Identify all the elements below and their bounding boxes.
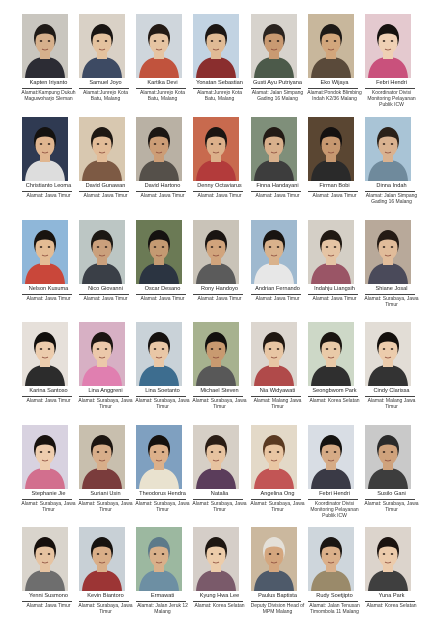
victim-name: Kevin Biantoro [87, 593, 124, 599]
victim-photo [136, 14, 182, 78]
portrait-photo [22, 527, 68, 591]
victim-card [77, 117, 134, 221]
name-divider [136, 601, 186, 602]
portrait-photo [365, 322, 411, 386]
portrait-photo [251, 527, 297, 591]
name-divider [79, 88, 129, 89]
victim-photo [136, 220, 182, 284]
victim-address: Alamat: Surabaya, Jawa Timur [21, 501, 76, 513]
victim-card [249, 425, 306, 529]
victim-photo [251, 117, 297, 181]
victim-card [77, 527, 134, 631]
portrait-photo [193, 220, 239, 284]
victim-photo [308, 14, 354, 78]
name-divider [308, 191, 358, 192]
name-divider [136, 294, 186, 295]
victim-photo [308, 220, 354, 284]
victim-photo [136, 527, 182, 591]
portrait-photo [193, 425, 239, 489]
victim-card [306, 14, 363, 118]
victim-address: Alamat: Jalan Jeruk 12 Malang [137, 603, 188, 615]
victim-photo [365, 14, 411, 78]
portrait-photo [22, 322, 68, 386]
victim-photo [79, 117, 125, 181]
victim-photo [136, 322, 182, 386]
victim-card [20, 117, 77, 221]
victim-card [20, 527, 77, 631]
name-divider [193, 191, 243, 192]
victim-card [363, 117, 420, 221]
victim-card [363, 220, 420, 324]
victim-address: Alamat: Jawa Timur [83, 296, 128, 302]
portrait-photo [251, 14, 297, 78]
victim-name: Samuel Joyo [89, 80, 122, 86]
victim-photo [22, 14, 68, 78]
name-divider [136, 499, 186, 500]
victim-address: Alamat: Malang Jawa Timur [253, 398, 302, 410]
victim-card [306, 527, 363, 631]
victim-photo [22, 117, 68, 181]
victim-photo [79, 425, 125, 489]
victim-photo [365, 220, 411, 284]
portrait-photo [308, 425, 354, 489]
victim-address: Alamat: Korea Selatan [194, 603, 245, 609]
victim-name: Kapten Iriyanto [29, 80, 68, 86]
victim-photo [365, 527, 411, 591]
victim-address: Alamat: Jawa Timur [26, 296, 71, 302]
name-divider [308, 396, 358, 397]
portrait-photo [251, 117, 297, 181]
portrait-photo [251, 425, 297, 489]
victim-photo [251, 527, 297, 591]
victim-name: Febri Hendri [319, 491, 350, 497]
victim-name: Shiane Josal [375, 286, 408, 292]
name-divider [22, 601, 72, 602]
victim-card [20, 425, 77, 529]
portrait-photo [136, 117, 182, 181]
victim-photo [193, 117, 239, 181]
victim-name: David Hartono [144, 183, 181, 189]
portrait-photo [79, 220, 125, 284]
victim-address: Alamat: Surabaya, Jawa Timur [192, 398, 247, 410]
victim-name: Suriani Usin [90, 491, 121, 497]
victim-address: Alamat:Junrejo Kota Batu, Malang [82, 90, 129, 102]
victim-card [363, 425, 420, 529]
victim-photo [251, 322, 297, 386]
portrait-photo [193, 527, 239, 591]
name-divider [365, 396, 415, 397]
name-divider [251, 294, 301, 295]
victim-name: Karina Santoso [29, 388, 68, 394]
name-divider [251, 396, 301, 397]
name-divider [365, 499, 415, 500]
portrait-photo [136, 322, 182, 386]
victim-card [191, 322, 248, 426]
name-divider [365, 601, 415, 602]
victim-card [77, 322, 134, 426]
name-divider [79, 294, 129, 295]
victim-address: Alamat: Jawa Timur [255, 193, 300, 199]
victim-card [363, 322, 420, 426]
victim-name: Indahju Liangsih [314, 286, 355, 292]
name-divider [251, 88, 301, 89]
victim-card [134, 14, 191, 118]
victim-name: Eko Wijaya [320, 80, 349, 86]
victim-photo [79, 527, 125, 591]
victim-name: Stephanie Jie [31, 491, 66, 497]
victim-address: Koordinator Divisi Monitoring Pelayanan Publik ICW [367, 90, 416, 108]
name-divider [22, 294, 72, 295]
portrait-photo [365, 425, 411, 489]
victim-address: Alamat:Pondok Blimbing Indah K2/36 Malang [307, 90, 362, 102]
victim-name: Yuna Park [378, 593, 405, 599]
name-divider [365, 294, 415, 295]
name-divider [193, 499, 243, 500]
portrait-photo [22, 14, 68, 78]
victim-card [134, 117, 191, 221]
victim-name: Gusti Ayu Putriyana [252, 80, 303, 86]
victim-address: Alamat: Jawa Timur [312, 296, 357, 302]
portrait-photo [79, 322, 125, 386]
victim-photo [365, 322, 411, 386]
portrait-photo [365, 117, 411, 181]
victim-photo [136, 425, 182, 489]
victim-address: Alamat: Surabaya, Jawa Timur [135, 501, 190, 513]
name-divider [193, 88, 243, 89]
victim-address: Alamat: Korea Selatan [309, 398, 360, 404]
victim-card [191, 527, 248, 631]
name-divider [22, 396, 72, 397]
victim-name: Michael Steven [200, 388, 239, 394]
portrait-photo [193, 117, 239, 181]
victim-name: David Gunawan [85, 183, 126, 189]
victim-name: Kartika Devi [147, 80, 178, 86]
name-divider [308, 294, 358, 295]
name-divider [22, 499, 72, 500]
victim-photo [365, 117, 411, 181]
portrait-photo [251, 220, 297, 284]
victim-photo [251, 425, 297, 489]
name-divider [251, 191, 301, 192]
victim-name: Finna Handayani [256, 183, 299, 189]
victim-card [249, 220, 306, 324]
portrait-photo [193, 14, 239, 78]
name-divider [308, 88, 358, 89]
portrait-photo [79, 527, 125, 591]
victim-name: Nelson Kusuma [28, 286, 69, 292]
victim-photo [193, 425, 239, 489]
portrait-photo [79, 425, 125, 489]
portrait-photo [22, 117, 68, 181]
victim-address: Koordinator Divisi Monitoring Pelayanan Publik ICW [310, 501, 359, 519]
victim-name: Rudy Soetjipto [316, 593, 353, 599]
victim-photo [79, 14, 125, 78]
victim-address: Alamat: Korea Selatan [366, 603, 417, 609]
victim-address: Alamat:Junrejo Kota Batu, Malang [196, 90, 243, 102]
victim-name: Christianto Leoma [25, 183, 72, 189]
victim-card [77, 220, 134, 324]
victim-address: Alamat: Jalan Tenusan Timombola 11 Malang [309, 603, 360, 615]
portrait-photo [79, 14, 125, 78]
name-divider [79, 601, 129, 602]
victim-card [363, 527, 420, 631]
victim-address: Alamat:Kampung Dukuh Maguwoharjo Sleman [21, 90, 76, 102]
victim-address: Alamat: Jawa Timur [26, 193, 71, 199]
victim-address: Alamat: Surabaya, Jawa Timur [364, 296, 419, 308]
victim-name: Paulus Baptista [258, 593, 297, 599]
name-divider [193, 601, 243, 602]
name-divider [136, 191, 186, 192]
name-divider [79, 191, 129, 192]
name-divider [79, 396, 129, 397]
victim-card [191, 117, 248, 221]
name-divider [193, 396, 243, 397]
portrait-photo [79, 117, 125, 181]
victim-name: Nia Widyawati [259, 388, 296, 394]
portrait-photo [136, 220, 182, 284]
victim-name: Rony Handoyo [200, 286, 238, 292]
victim-photo [193, 220, 239, 284]
victim-card [249, 117, 306, 221]
victim-card [306, 220, 363, 324]
victim-photo [22, 322, 68, 386]
victim-address: Alamat: Jawa Timur [26, 603, 71, 609]
victim-address: Alamat: Surabaya, Jawa Timur [250, 501, 305, 513]
victim-card [306, 322, 363, 426]
victim-name: Yonatan Sebastian [196, 80, 243, 86]
victim-photo [79, 220, 125, 284]
name-divider [22, 88, 72, 89]
portrait-photo [308, 220, 354, 284]
portrait-photo [308, 117, 354, 181]
victim-name: Susilo Gani [377, 491, 406, 497]
victim-card [77, 425, 134, 529]
victim-card [249, 14, 306, 118]
victim-name: Andrian Fernando [255, 286, 300, 292]
portrait-photo [251, 322, 297, 386]
victim-card [134, 527, 191, 631]
name-divider [251, 601, 301, 602]
portrait-photo [22, 220, 68, 284]
victim-address: Alamat: Jawa Timur [197, 296, 242, 302]
victim-name: Febri Hendri [376, 80, 407, 86]
victim-address: Alamat: Surabaya, Jawa Timur [135, 398, 190, 410]
victim-name: Oscar Desano [144, 286, 181, 292]
name-divider [365, 191, 415, 192]
portrait-photo [22, 425, 68, 489]
portrait-photo [308, 14, 354, 78]
name-divider [251, 499, 301, 500]
victim-name: Denny Octaviarus [197, 183, 242, 189]
victim-name: Dinna Indah [376, 183, 407, 189]
victim-address: Alamat: Surabaya, Jawa Timur [78, 398, 133, 410]
portrait-photo [136, 14, 182, 78]
victim-address: Alamat: Jawa Timur [140, 193, 185, 199]
victim-photo [193, 527, 239, 591]
victim-name: Cindy Clarissa [373, 388, 410, 394]
victim-card [134, 425, 191, 529]
portrait-photo [308, 322, 354, 386]
victim-photo [365, 425, 411, 489]
victim-address: Alamat: Surabaya, Jawa Timur [78, 501, 133, 513]
name-divider [308, 499, 358, 500]
victim-card [134, 322, 191, 426]
portrait-photo [193, 322, 239, 386]
victim-card [77, 14, 134, 118]
victim-photo [308, 425, 354, 489]
victim-name: Firman Bobi [319, 183, 350, 189]
victim-photo [193, 14, 239, 78]
victim-card [249, 527, 306, 631]
portrait-photo [136, 527, 182, 591]
victim-address: Alamat: Surabaya, Jawa Timur [364, 501, 419, 513]
victim-name: Natalia [210, 491, 229, 497]
victim-photo [136, 117, 182, 181]
victim-name: Lina Anggreni [88, 388, 123, 394]
victim-photo [251, 220, 297, 284]
victim-photo [22, 220, 68, 284]
victim-name: Ermawati [150, 593, 175, 599]
victim-card [191, 425, 248, 529]
name-divider [365, 88, 415, 89]
victim-name: Kyung Hwa Lee [199, 593, 240, 599]
name-divider [193, 294, 243, 295]
portrait-photo [308, 527, 354, 591]
victim-address: Alamat: Jawa Timur [197, 193, 242, 199]
victim-address: Alamat: Jalan Simpang Gading 16 Malang [251, 90, 304, 102]
victim-address: Deputy Division Head of MPM Malang [250, 603, 305, 615]
victim-address: Alamat: Malang Jawa Timur [367, 398, 416, 410]
portrait-photo [365, 220, 411, 284]
victim-card [306, 425, 363, 529]
victim-card [191, 14, 248, 118]
victim-card [306, 117, 363, 221]
victim-photo [22, 527, 68, 591]
portrait-photo [365, 527, 411, 591]
victim-address: Alamat:Junrejo Kota Batu, Malang [139, 90, 186, 102]
name-divider [22, 191, 72, 192]
victim-photo [251, 14, 297, 78]
victim-card [20, 220, 77, 324]
victim-photo [308, 322, 354, 386]
victim-name: Yenni Susmono [29, 593, 68, 599]
victim-address: Alamat: Jawa Timur [83, 193, 128, 199]
victim-photo [79, 322, 125, 386]
victim-address: Alamat: Jawa Timur [26, 398, 71, 404]
name-divider [136, 88, 186, 89]
victim-name: Theodorus Hendra [139, 491, 186, 497]
victim-name: Nico Giovanni [88, 286, 123, 292]
victim-photo [193, 322, 239, 386]
portrait-photo [365, 14, 411, 78]
victim-card [134, 220, 191, 324]
victim-card [20, 322, 77, 426]
victim-name: Angelina Ong [260, 491, 295, 497]
victim-address: Alamat: Jawa Timur [255, 296, 300, 302]
victim-card [20, 14, 77, 118]
name-divider [79, 499, 129, 500]
victim-card [191, 220, 248, 324]
name-divider [136, 396, 186, 397]
victim-card [249, 322, 306, 426]
victim-card [363, 14, 420, 118]
portrait-photo [136, 425, 182, 489]
victim-photo [22, 425, 68, 489]
victim-photo [308, 527, 354, 591]
victim-address: Alamat: Jawa Timur [140, 296, 185, 302]
victim-address: Alamat: Surabaya, Jawa Timur [78, 603, 133, 615]
victim-address: Alamat: Jawa Timur [312, 193, 357, 199]
victim-address: Alamat: Jalan Simpang Gading 16 Malang [365, 193, 418, 205]
victim-name: Seongbwom Park [312, 388, 357, 394]
name-divider [308, 601, 358, 602]
victim-name: Lina Soetanto [145, 388, 180, 394]
victim-photo [308, 117, 354, 181]
victim-address: Alamat: Surabaya, Jawa Timur [192, 501, 247, 513]
